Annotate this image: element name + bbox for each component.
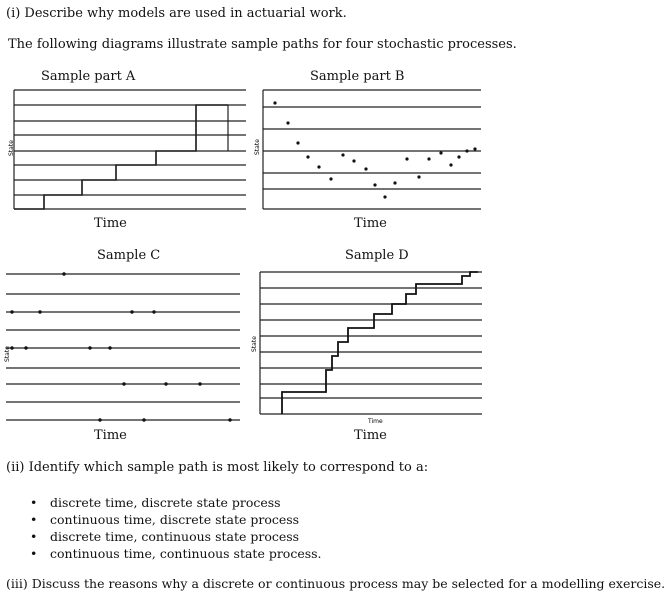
question-3: (iii) Discuss the reasons why a discrete or continuous process may be selected for a modelling exercise. (6, 576, 665, 591)
option-item (30, 494, 322, 511)
panel-c-ylabel: State (4, 346, 11, 362)
option-text: continuous time, continuous state process. (50, 546, 322, 561)
panel-d-inner-xlabel: Time (368, 418, 383, 425)
option-item (30, 511, 322, 528)
panel-a-xlabel: Time (94, 216, 127, 231)
option-text: continuous time, discrete state process (50, 512, 300, 527)
panel-b-xlabel: Time (354, 216, 387, 231)
panel-a-ylabel: State (8, 140, 15, 156)
panel-b-ylabel: State (254, 139, 261, 155)
question-1: (i) Describe why models are used in actuarial work. (6, 6, 347, 21)
panel-d-ylabel: State (251, 336, 258, 352)
panel-c-title: Sample C (97, 248, 161, 263)
bullet-icon: • (30, 512, 38, 527)
sample-path-d (252, 266, 488, 428)
option-item (30, 528, 322, 545)
panel-a-title: Sample part A (41, 69, 136, 84)
intro-text: The following diagrams illustrate sample paths for four stochastic processes. (8, 37, 517, 52)
bullet-icon: • (30, 546, 38, 561)
panel-d-xlabel: Time (354, 428, 387, 443)
sample-path-b (251, 85, 486, 215)
bullet-icon: • (30, 495, 38, 510)
option-list (30, 494, 322, 562)
bullet-icon: • (30, 529, 38, 544)
sample-path-a (6, 85, 251, 215)
sample-path-c (4, 266, 244, 428)
panel-c-xlabel: Time (94, 428, 127, 443)
question-2: (ii) Identify which sample path is most likely to correspond to a: (6, 460, 429, 475)
option-text: discrete time, discrete state process (50, 495, 281, 510)
option-text: discrete time, continuous state process (50, 529, 300, 544)
panel-d-title: Sample D (345, 248, 409, 263)
panel-b-title: Sample part B (310, 69, 405, 84)
option-item (30, 545, 322, 562)
